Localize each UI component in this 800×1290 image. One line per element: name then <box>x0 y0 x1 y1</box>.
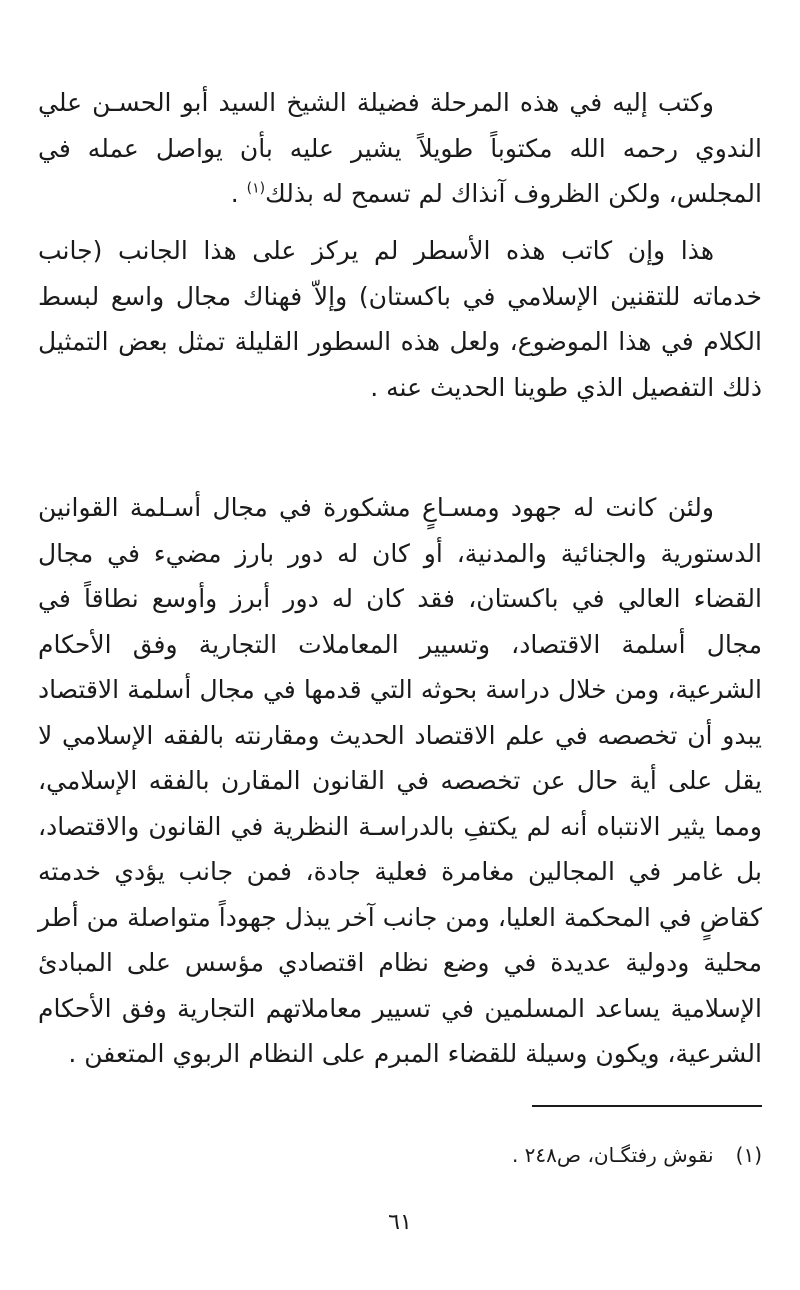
paragraph-1 <box>38 80 762 217</box>
footnote <box>38 1140 762 1170</box>
footnote-reference[interactable]: (١) <box>246 180 266 197</box>
footnote-marker: (١) <box>735 1143 762 1167</box>
paragraph-1-text: وكتب إليه في هذه المرحلة فضيلة الشيخ السيد أبو الحسـن علي الندوي رحمه الله مكتوباً طويلاً يشير عليه بأن يواصل عمله في المجلس، ولكن الظروف آنذاك لم تسمح له بذلك <box>38 88 762 208</box>
footnote-divider <box>532 1105 762 1107</box>
paragraph-3-text: ولئن كانت له جهود ومسـاعٍ مشكورة في مجال أسـلمة القوانين الدستورية والجنائية والمدنية، أو كان له دور بارز مضيء في مجال القضاء العالي في باكستان، فقد كان له دور أبرز وأوسع نطاقاً في مجال أسلمة الاقتصاد، وتسيير المعاملات التجارية وفق الأحكام الشرعية، ومن خلال دراسة بحوثه التي قدمها في مجال أسلمة الاقتصاد يبدو أن تخصصه في علم الاقتصاد الحديث ومقارنته بالفقه الإسلامي لا يقل على أية حال عن تخصصه في القانون المقارن بالفقه الإسلامي، ومما يثير الانتباه أنه لم يكتفِ بالدراسـة النظرية في القانون والاقتصاد، بل غامر في المجالين مغامرة فعلية جادة، فمن جانب يؤدي خدمته كقاضٍ في المحكمة العليا، ومن جانب آخر يبذل جهوداً متواصلة من أطر محلية ودولية عديدة في وضع نظام اقتصادي مؤسس على المبادئ الإسلامية يساعد المسلمين في تسيير معاملاتهم التجارية وفق الأحكام الشرعية، ويكون وسيلة للقضاء المبرم على النظام الربوي المتعفن . <box>38 493 762 1068</box>
paragraph-2 <box>38 228 762 410</box>
page-number: ٦١ <box>388 1210 412 1235</box>
paragraph-1-end: . <box>230 179 247 208</box>
paragraph-2-text: هذا وإن كاتب هذه الأسطر لم يركز على هذا الجانب (جانب خدماته للتقنين الإسلامي في باكستان) وإلاّ فهناك مجال واسع لبسط الكلام في هذا الموضوع، ولعل هذه السطور القليلة تمثل بعض التمثيل ذلك التفصيل الذي طوينا الحديث عنه . <box>38 236 762 402</box>
paragraph-3 <box>38 485 762 1077</box>
footnote-text: نقوش رفتگـان، ص٢٤٨ . <box>511 1143 714 1167</box>
